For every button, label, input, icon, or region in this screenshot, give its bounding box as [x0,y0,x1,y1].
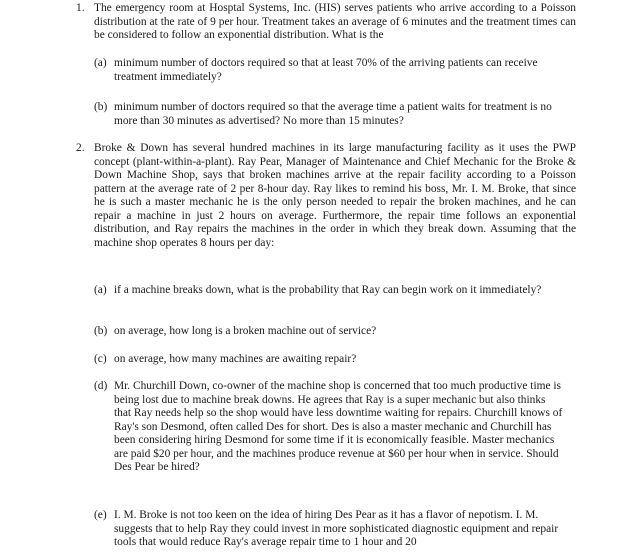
part-label: (d) [94,380,108,392]
part-text: on average, how long is a broken machine out of service? [114,325,377,337]
part-label: (e) [94,509,107,521]
problem-2 [76,142,576,250]
problem-text: The emergency room at Hosptal Systems, Inc. (HIS) serves patients who arrive according to a Poisson distribution at the rate of 9 per hour. Treatment takes an average of 6 minutes and the treatment times can be considered to follow an exponential distribution. What is the [94,2,576,41]
problem-1-part-b [94,101,564,128]
part-label: (b) [94,325,108,337]
part-label: (a) [94,57,107,69]
part-text: minimum number of doctors required so that at least 70% of the arriving patients can receive treatment immediately? [114,57,538,83]
problem-2-part-e [94,509,564,550]
problem-2-part-b [94,325,564,339]
problem-number: 1. [76,2,85,14]
part-label: (a) [94,284,107,296]
problem-2-part-d [94,380,564,475]
problem-number: 2. [76,142,85,154]
part-text: Mr. Churchill Down, co-owner of the machine shop is concerned that too much productive time is being lost due to machine break downs. He agrees that Ray is a super mechanic but also thinks that Ray needs help so the shop would have less downtime waiting for repairs. Churchill knows of Ray's son Desmond, often called Des for short. Des is also a master mechanic and Churchill has been considering hiring Desmond for some time if it is economically feasible. Master mechanics are paid $20 per hour, and the machines produce revenue at $60 per hour when in service. Should Des Pear be hired? [114,380,563,473]
problem-1-part-a [94,57,564,84]
part-text: on average, how many machines are awaiting repair? [114,353,357,365]
part-label: (b) [94,101,108,113]
part-label: (c) [94,353,107,365]
part-text: minimum number of doctors required so that the average time a patient waits for treatment is no more than 30 minutes as advertised? No more than 15 minutes? [114,101,552,127]
part-text: I. M. Broke is not too keen on the idea of hiring Des Pear as it has a flavor of nepotism. I. M. suggests that to help Ray they could invest in more sophisticated diagnostic equipment and repair tools that would reduce Ray's average repair time to 1 hour and 20 [114,509,559,548]
problem-2-part-c [94,353,564,367]
problem-1 [76,2,576,43]
problem-2-part-a [94,284,564,298]
part-text: if a machine breaks down, what is the probability that Ray can begin work on it immediately? [114,284,542,296]
problem-text: Broke & Down has several hundred machines in its large manufacturing facility as it uses the PWP concept (plant-within-a-plant). Ray Pear, Manager of Maintenance and Chief Mechanic for the Broke & Down Machine Shop, says that broken machines arrive at the repair facility according to a Poisson pattern at the average rate of 2 per 8-hour day. Ray likes to remind his boss, Mr. I. M. Broke, that since he is such a master mechanic he is the only person needed to repair the broken machines, and he can repair a machine in just 2 hours on average. Furthermore, the repair time follows an exponential distribution, and Ray repairs the machines in the order in which they break down. Assuming that the machine shop operates 8 hours per day: [94,142,576,249]
